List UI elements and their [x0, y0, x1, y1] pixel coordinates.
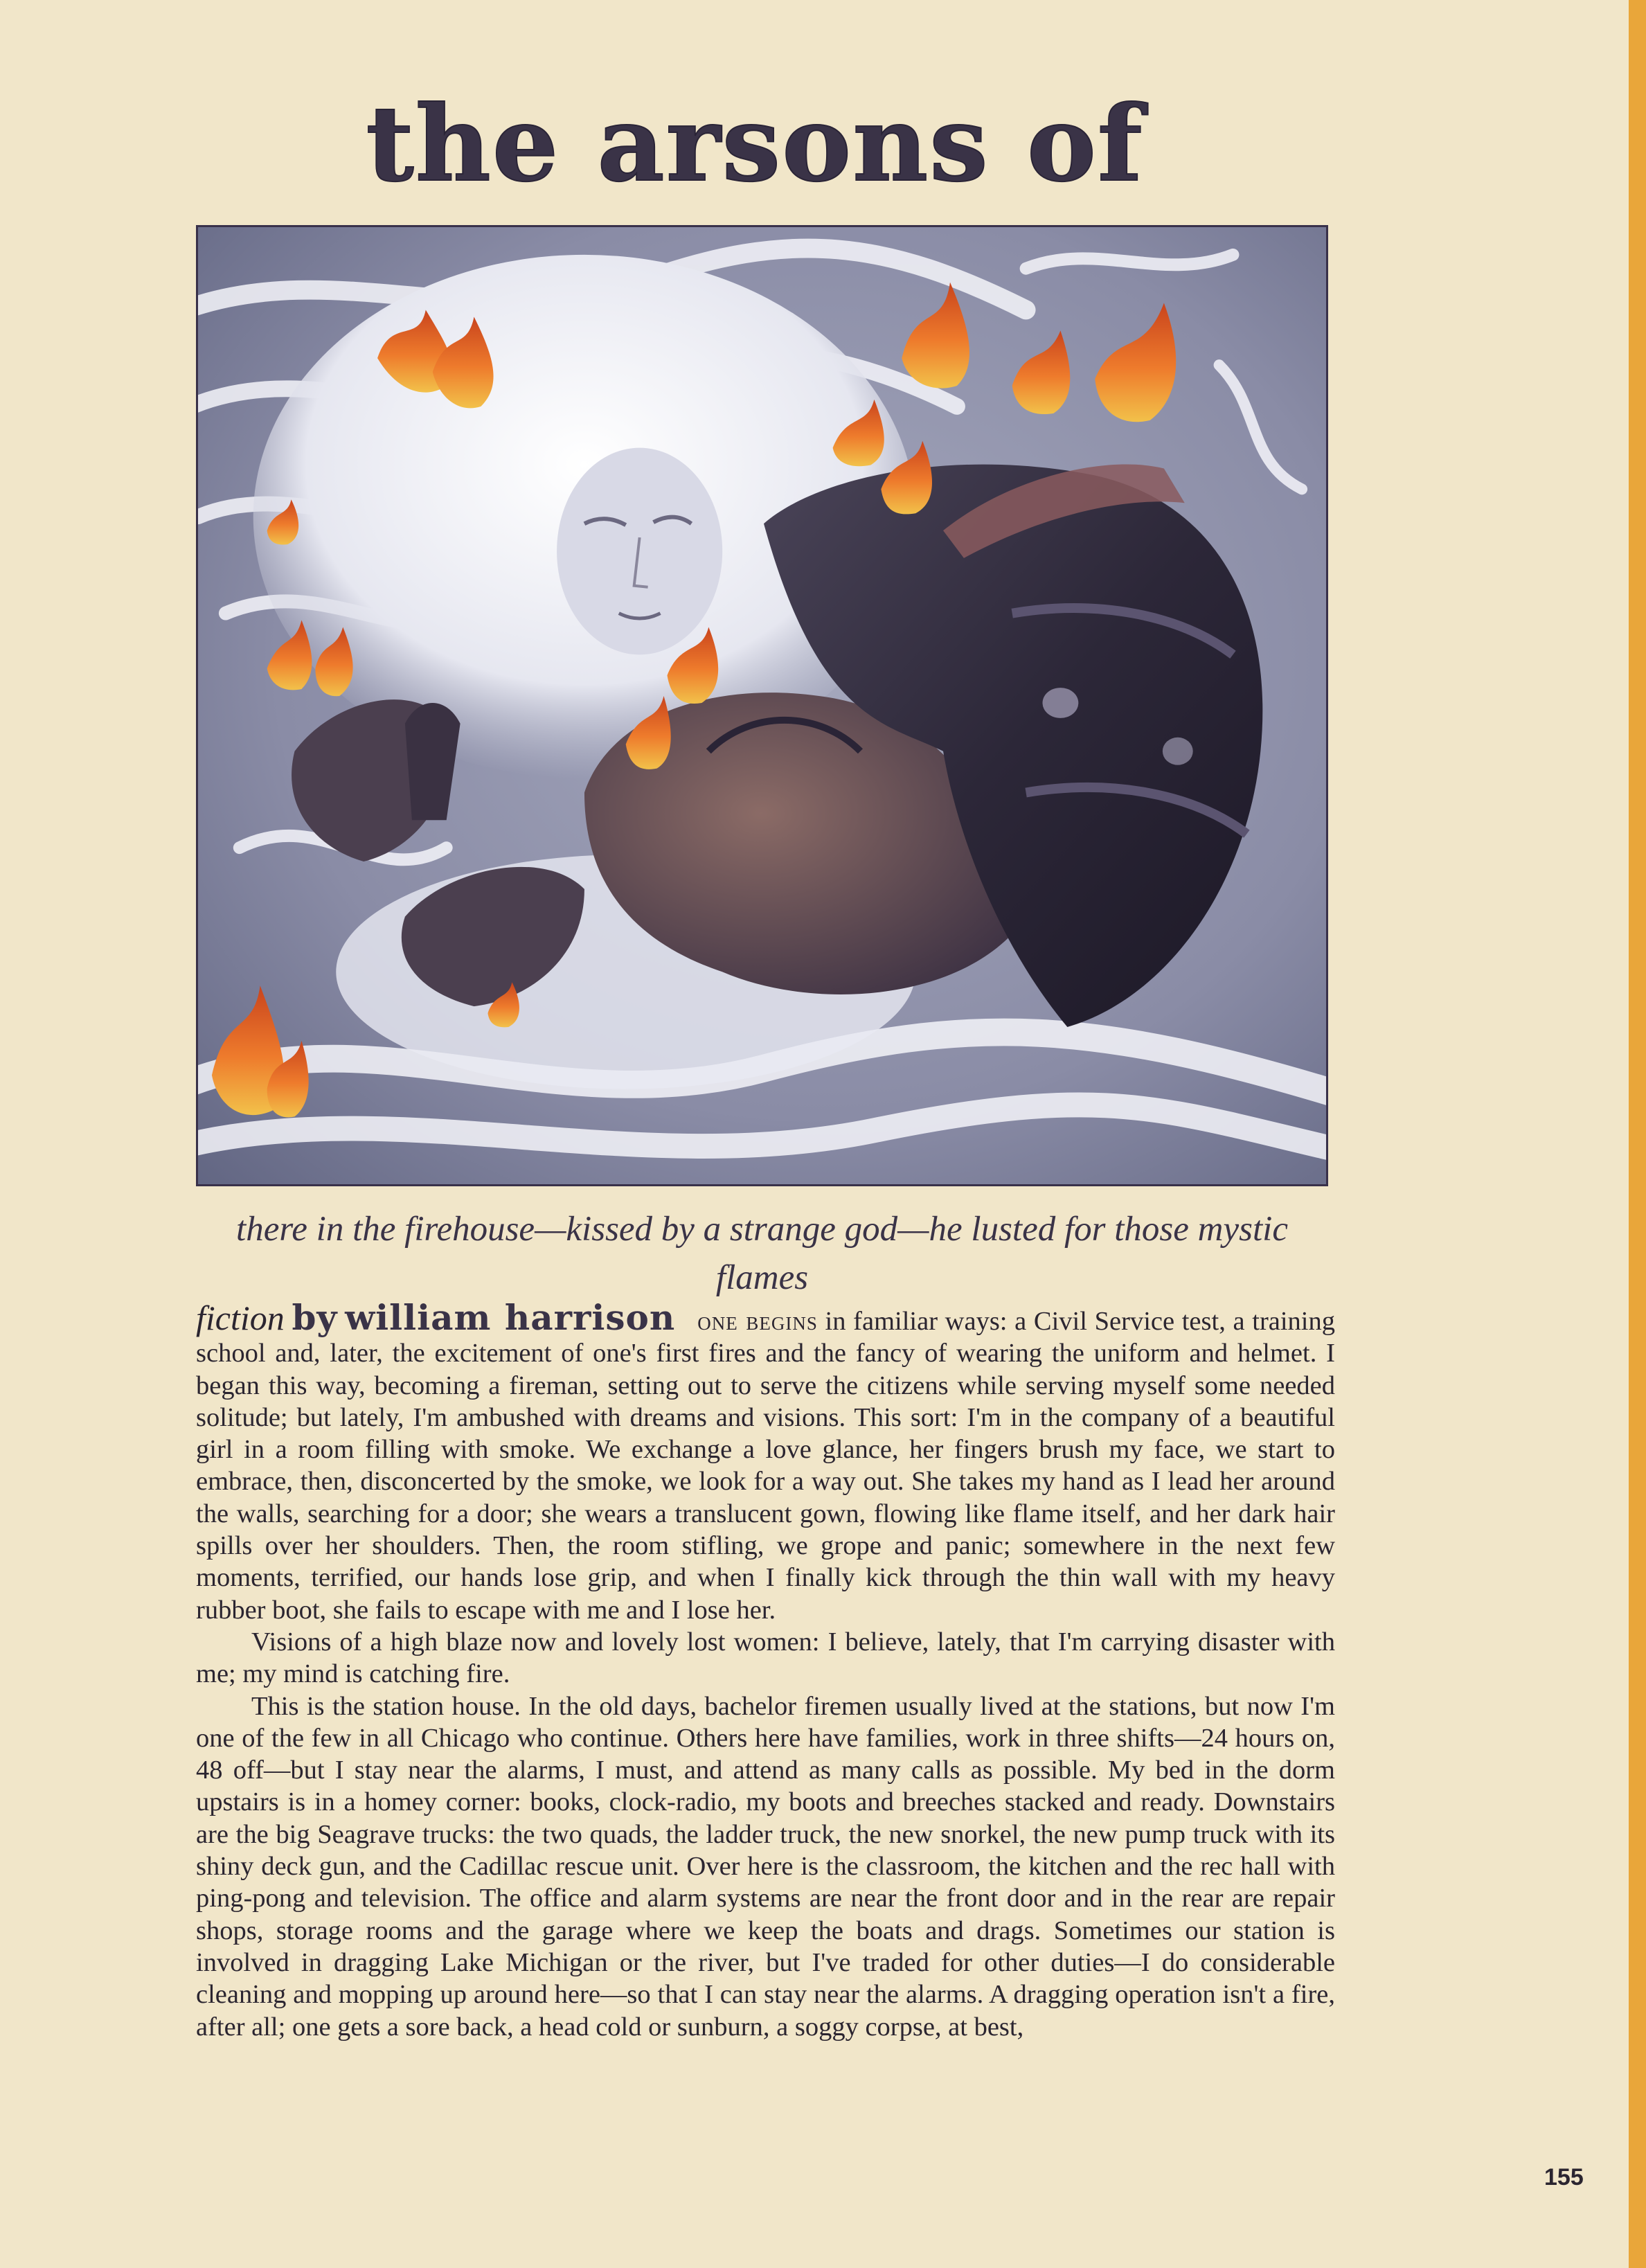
article-body: [196, 1297, 1336, 2043]
article-paragraph: Visions of a high blaze now and lovely lost women: I believe, lately, that I'm carrying disaster with me; my mind is catching fire.: [196, 1627, 1335, 1689]
story-illustration: [196, 225, 1328, 1186]
article-paragraph: [196, 1297, 1336, 1626]
smoke-woman-face: [557, 448, 722, 655]
story-title: the arsons of: [366, 83, 1144, 205]
illustration-painting: [198, 227, 1326, 1184]
page-number: 155: [1544, 2164, 1584, 2190]
byline-author: william harrison: [345, 1297, 676, 1338]
page-edge-strip: [1629, 0, 1646, 2268]
byline-genre: fiction: [196, 1298, 285, 1337]
byline-by: by: [292, 1297, 338, 1338]
article-paragraph: This is the station house. In the old days, bachelor firemen usually lived at the stations, but now I'm one of the few in all Chicago who continue. Others here have families, work in three shifts—24 hours on, 48 off—but I stay near the alarms, I must, and attend as many calls as possible. My bed in the dorm upstairs is in a homey corner: books, clock-radio, my boots and breeches stacked and ready. Downstairs are the big Seagrave trucks: the two quads, the ladder truck, the new snorkel, the new pump truck with its shiny deck gun, and the Cadillac rescue unit. Over here is the classroom, the kitchen and the rec hall with ping-pong and television. The office and alarm systems are near the front door and in the rear are repair shops, storage rooms and the garage where we keep the boats and drags. Sometimes our station is involved in dragging Lake Michigan or the river, but I've traded for other duties—I do considerable cleaning and mopping up around here—so that I can stay near the alarms. A dragging operation isn't a fire, after all; one gets a sore back, a head cold or sunburn, a soggy corpse, at best,: [196, 1691, 1335, 2042]
illustration-caption: there in the firehouse—kissed by a strange god—he lusted for those mystic flames: [236, 1210, 1288, 1297]
article-lead-in: one begins: [697, 1307, 818, 1336]
article-paragraph-text: in familiar ways: a Civil Service test, a training school and, later, the excitement of one's first fires and the fancy of wearing the uniform and helmet. I began this way, becoming a fireman, setting out to serve the citizens while serving myself some needed solitude; but lately, I'm ambushed with dreams and visions. This sort: I'm in the company of a beautiful girl in a room filling with smoke. We exchange a love glance, her fingers brush my face, we start to embrace, then, disconcerted by the smoke, we look for a way out. She takes my hand as I lead her around the walls, searching for a door; she wears a translucent gown, flowing like flame itself, and her dark hair spills over her shoulders. Then, the room stifling, we grope and panic; somewhere in the next few moments, terrified, our hands lose grip, and when I finally kick through the thin wall with my heavy rubber boot, she fails to escape with me and I lose her.: [196, 1307, 1336, 1625]
